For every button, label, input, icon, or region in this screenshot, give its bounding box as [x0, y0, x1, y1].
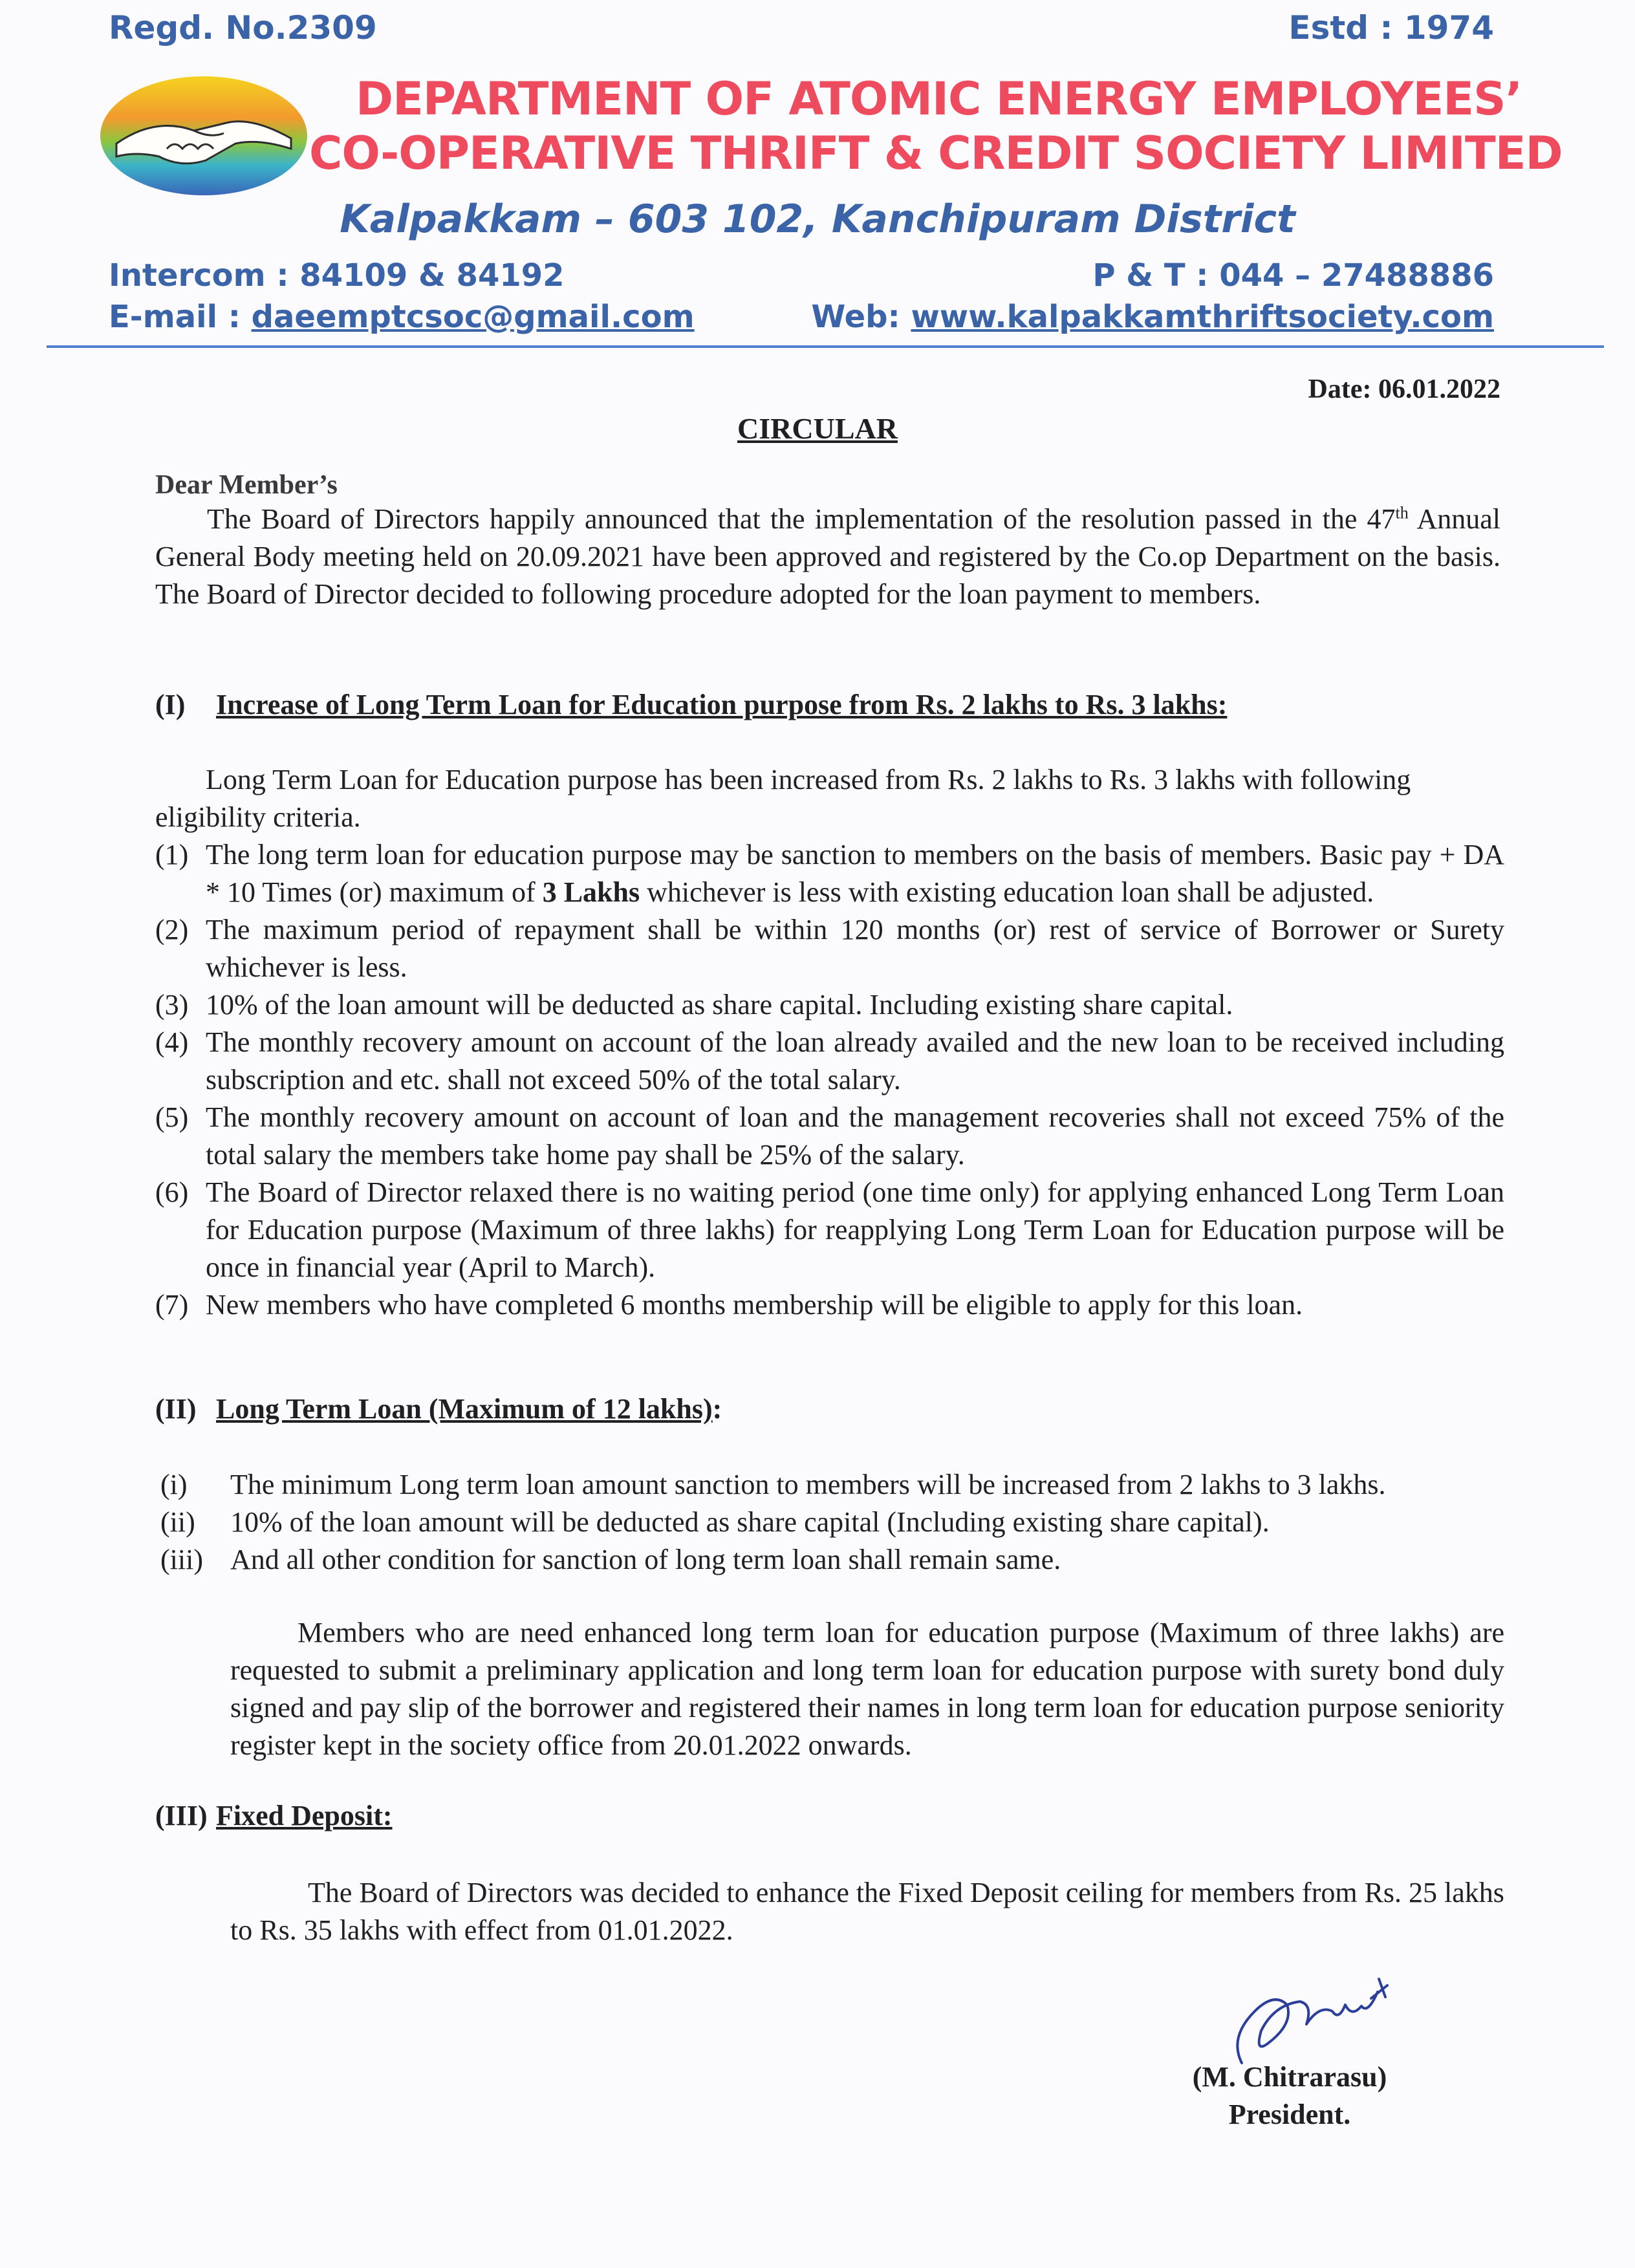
list-item — [155, 1286, 1504, 1324]
list-item — [155, 986, 1504, 1024]
section-2-number: (II) — [155, 1393, 197, 1425]
list-item — [155, 1024, 1504, 1099]
section-2-list — [160, 1466, 1504, 1579]
handshake-logo-icon — [97, 71, 310, 200]
intro-paragraph — [155, 501, 1500, 613]
list-item-number: (i) — [160, 1469, 188, 1500]
email-link[interactable]: daeemptcsoc@gmail.com — [251, 299, 695, 335]
established-year: Estd : 1974 — [1288, 9, 1494, 47]
header-divider — [47, 345, 1604, 348]
website-link[interactable]: www.kalpakkamthriftsociety.com — [911, 299, 1494, 335]
section-3-heading — [155, 1799, 393, 1832]
list-item-number: (5) — [155, 1101, 189, 1133]
signatory-name: (M. Chitrarasu) — [1192, 2061, 1387, 2093]
list-item-number: (1) — [155, 839, 189, 870]
salutation: Dear Member’s — [155, 470, 338, 500]
section-3-title: Fixed Deposit: — [216, 1800, 393, 1831]
list-item-text: 10% of the loan amount will be deducted as share capital (Including existing share capital). — [230, 1506, 1270, 1538]
phone-number: P & T : 044 – 27488886 — [1092, 257, 1494, 294]
section-1-number: (I) — [155, 689, 186, 720]
section-2-note: Members who are need enhanced long term loan for education purpose (Maximum of three lakhs) are requested to submit a preliminary application and long term loan for education purpose with surety bond duly signed and pay slip of the borrower and registered their names in long term loan for education purpose seniority register kept in the society office from 20.01.2022 onwards. — [230, 1617, 1504, 1761]
email-label: E-mail : — [109, 299, 252, 335]
list-item-number: (6) — [155, 1176, 189, 1208]
signatory-title: President. — [1228, 2099, 1351, 2130]
section-2-title: Long Term Loan (Maximum of 12 lakhs) — [216, 1393, 713, 1425]
list-item — [155, 911, 1504, 986]
list-item-text: whichever is less with existing education loan shall be adjusted. — [640, 876, 1374, 908]
list-item — [160, 1466, 1504, 1504]
list-item-text: The monthly recovery amount on account of the loan already availed and the new loan to be received including subscription and etc. shall not exceed 50% of the total salary. — [206, 1026, 1504, 1096]
society-address: Kalpakkam – 603 102, Kanchipuram District — [340, 197, 1295, 242]
list-item-text: The maximum period of repayment shall be within 120 months (or) rest of service of Borrower or Surety whichever is less. — [206, 914, 1504, 983]
section-1-intro: Long Term Loan for Education purpose has been increased from Rs. 2 lakhs to Rs. 3 lakhs with following eligibility criteria. — [155, 764, 1411, 833]
section-3-paragraph: The Board of Directors was decided to enhance the Fixed Deposit ceiling for members from Rs. 25 lakhs to Rs. 35 lakhs with effect from 01.01.2022. — [230, 1877, 1504, 1946]
list-item — [155, 1099, 1504, 1174]
society-name-line2: CO-OPERATIVE THRIFT & CREDIT SOCIETY LIMITED — [309, 127, 1563, 180]
email-line — [109, 299, 695, 335]
website-label: Web: — [811, 299, 911, 335]
list-item-text: 10% of the loan amount will be deducted as share capital. Including existing share capital. — [206, 989, 1233, 1021]
intro-superscript: th — [1395, 503, 1409, 523]
list-item-number: (3) — [155, 989, 189, 1021]
section-1-title: Increase of Long Term Loan for Education purpose from Rs. 2 lakhs to Rs. 3 lakhs: — [216, 689, 1228, 720]
intercom-numbers: Intercom : 84109 & 84192 — [109, 257, 565, 294]
list-item — [160, 1541, 1504, 1579]
list-item-text: The monthly recovery amount on account of loan and the management recoveries shall not exceed 75% of the total salary the members take home pay shall be 25% of the salary. — [206, 1101, 1504, 1171]
circular-title: CIRCULAR — [737, 412, 898, 445]
list-item-text: And all other condition for sanction of long term loan shall remain same. — [230, 1544, 1061, 1575]
list-item-number: (iii) — [160, 1544, 203, 1575]
list-item — [160, 1504, 1504, 1541]
list-item-bold: 3 Lakhs — [542, 876, 640, 908]
website-line — [811, 299, 1494, 335]
list-item — [155, 836, 1504, 911]
list-item — [155, 1174, 1504, 1286]
section-3-number: (III) — [155, 1800, 208, 1831]
list-item-text: The long term loan for education purpose may be sanction to members on the basis of members. Basic pay + DA * 10 Times (or) maximum of — [206, 839, 1504, 908]
intro-text-a: The Board of Directors happily announced that the implementation of the resolution passed in the 47 — [207, 503, 1396, 535]
section-1-list — [155, 836, 1504, 1324]
registration-number: Regd. No.2309 — [109, 9, 377, 47]
list-item-text: The minimum Long term loan amount sanction to members will be increased from 2 lakhs to 3 lakhs. — [230, 1469, 1386, 1500]
list-item-number: (2) — [155, 914, 189, 945]
list-item-text: The Board of Director relaxed there is no waiting period (one time only) for applying enhanced Long Term Loan for Education purpose (Maximum of three lakhs) for reapplying Long Term Loan for Education purpose will be once in financial year (April to March). — [206, 1176, 1504, 1283]
section-2-colon: : — [712, 1393, 722, 1425]
section-1-heading — [155, 688, 1227, 721]
intro-text-b: Annual General Body meeting held on 20.09.2021 have been approved and registered by the Co.op Department on the basis. The Board of Director decided to following procedure adopted for the loan payment to members. — [155, 503, 1500, 610]
list-item-number: (7) — [155, 1289, 189, 1321]
handwritten-signature-icon — [1216, 1966, 1403, 2076]
list-item-text: New members who have completed 6 months membership will be eligible to apply for this loan. — [206, 1289, 1303, 1321]
circular-date: Date: 06.01.2022 — [1308, 374, 1500, 404]
section-2-heading — [155, 1392, 722, 1425]
list-item-number: (ii) — [160, 1506, 195, 1538]
list-item-number: (4) — [155, 1026, 189, 1058]
society-name-line1: DEPARTMENT OF ATOMIC ENERGY EMPLOYEES’ — [356, 72, 1522, 125]
